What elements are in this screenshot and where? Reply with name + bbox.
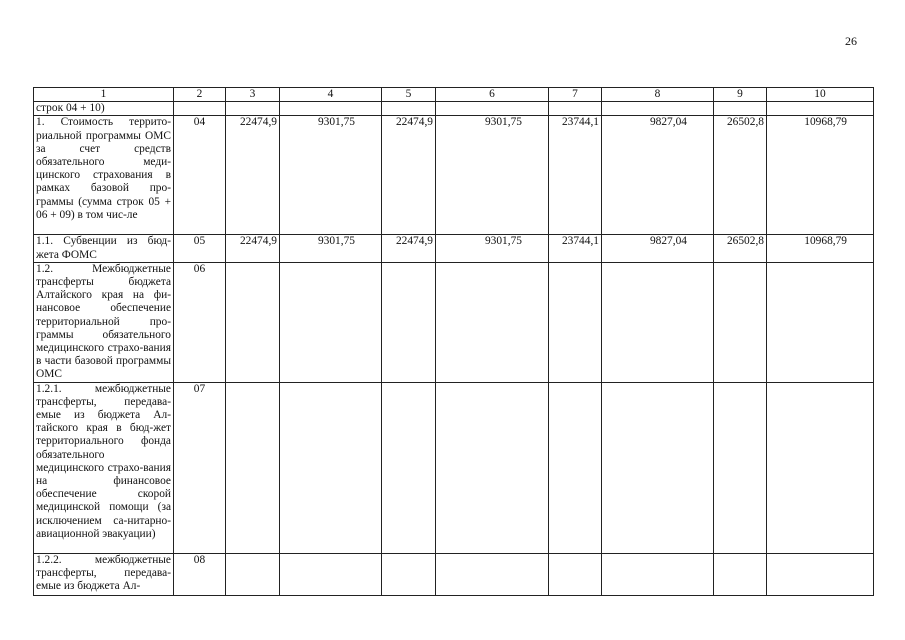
cell-value: [714, 102, 767, 116]
cell-value: 22474,9: [226, 116, 280, 235]
cell-value: [436, 382, 549, 553]
column-header: 7: [549, 88, 602, 102]
cell-value: [602, 382, 714, 553]
table-row: [34, 382, 874, 553]
cell-value: [767, 102, 874, 116]
cell-value: [382, 382, 436, 553]
row-label: 1.2.1. межбюджетные трансферты, передава-емые из бюджета Ал-тайского края в бюд-жет территориального фонда обязательного медицинского страхо-вания на финансовое обеспечение скорой медицинской помощи (за исключением са-нитарно-авиационной эвакуации): [34, 382, 174, 553]
column-header: 1: [34, 88, 174, 102]
cell-value: [714, 553, 767, 595]
column-header: 3: [226, 88, 280, 102]
cell-value: [436, 262, 549, 382]
cell-value: [382, 553, 436, 595]
cell-value: [226, 553, 280, 595]
row-code: 08: [174, 553, 226, 595]
cell-value: [436, 102, 549, 116]
cell-value: [549, 262, 602, 382]
cell-value: [382, 102, 436, 116]
cell-value: 9827,04: [602, 116, 714, 235]
cell-value: 9301,75: [436, 116, 549, 235]
row-label: 1.2. Межбюджетные трансферты бюджета Алтайского края на фи-нансовое обеспечение территориальной про-граммы обязательного медицинского страхо-вания в части базовой программы ОМС: [34, 262, 174, 382]
row-label: 1.1. Субвенции из бюд-жета ФОМС: [34, 235, 174, 262]
cell-value: 9301,75: [436, 235, 549, 262]
cell-value: [549, 102, 602, 116]
column-header: 9: [714, 88, 767, 102]
cell-value: [602, 102, 714, 116]
cell-value: [226, 102, 280, 116]
cell-value: 26502,8: [714, 116, 767, 235]
cell-value: 9301,75: [280, 116, 382, 235]
table-row: [34, 102, 874, 116]
column-header: 5: [382, 88, 436, 102]
table-header-row: [34, 88, 874, 102]
table-row: [34, 235, 874, 262]
cell-value: [382, 262, 436, 382]
cell-value: [280, 382, 382, 553]
cell-value: [767, 553, 874, 595]
row-code: 07: [174, 382, 226, 553]
cell-value: [280, 262, 382, 382]
column-header: 4: [280, 88, 382, 102]
cell-value: [280, 553, 382, 595]
row-label: 1. Стоимость террито-риальной программы ОМС за счет средств обязательного меди-цинского страхования в рамках базовой про-граммы (сумма строк 05 + 06 + 09) в том чис-ле: [34, 116, 174, 235]
cell-value: [602, 262, 714, 382]
cell-value: 22474,9: [382, 116, 436, 235]
table-row: [34, 116, 874, 235]
cell-value: 22474,9: [382, 235, 436, 262]
cell-value: [549, 382, 602, 553]
row-code: 06: [174, 262, 226, 382]
cell-value: 26502,8: [714, 235, 767, 262]
cell-value: [280, 102, 382, 116]
cell-value: 9827,04: [602, 235, 714, 262]
row-label: строк 04 + 10): [34, 102, 174, 116]
cell-value: 22474,9: [226, 235, 280, 262]
cell-value: 10968,79: [767, 116, 874, 235]
cell-value: 9301,75: [280, 235, 382, 262]
budget-table: [33, 87, 874, 596]
cell-value: [226, 262, 280, 382]
column-header: 10: [767, 88, 874, 102]
column-header: 2: [174, 88, 226, 102]
cell-value: [436, 553, 549, 595]
cell-value: 10968,79: [767, 235, 874, 262]
row-code: 05: [174, 235, 226, 262]
row-code: [174, 102, 226, 116]
page-number: 26: [845, 34, 857, 48]
cell-value: [602, 553, 714, 595]
row-code: 04: [174, 116, 226, 235]
row-label: 1.2.2. межбюджетные трансферты, передава-емые из бюджета Ал-: [34, 553, 174, 595]
column-header: 8: [602, 88, 714, 102]
cell-value: [767, 262, 874, 382]
cell-value: [767, 382, 874, 553]
table-row: [34, 262, 874, 382]
cell-value: 23744,1: [549, 235, 602, 262]
cell-value: [226, 382, 280, 553]
cell-value: [714, 382, 767, 553]
table-row: [34, 553, 874, 595]
cell-value: [714, 262, 767, 382]
column-header: 6: [436, 88, 549, 102]
cell-value: 23744,1: [549, 116, 602, 235]
cell-value: [549, 553, 602, 595]
